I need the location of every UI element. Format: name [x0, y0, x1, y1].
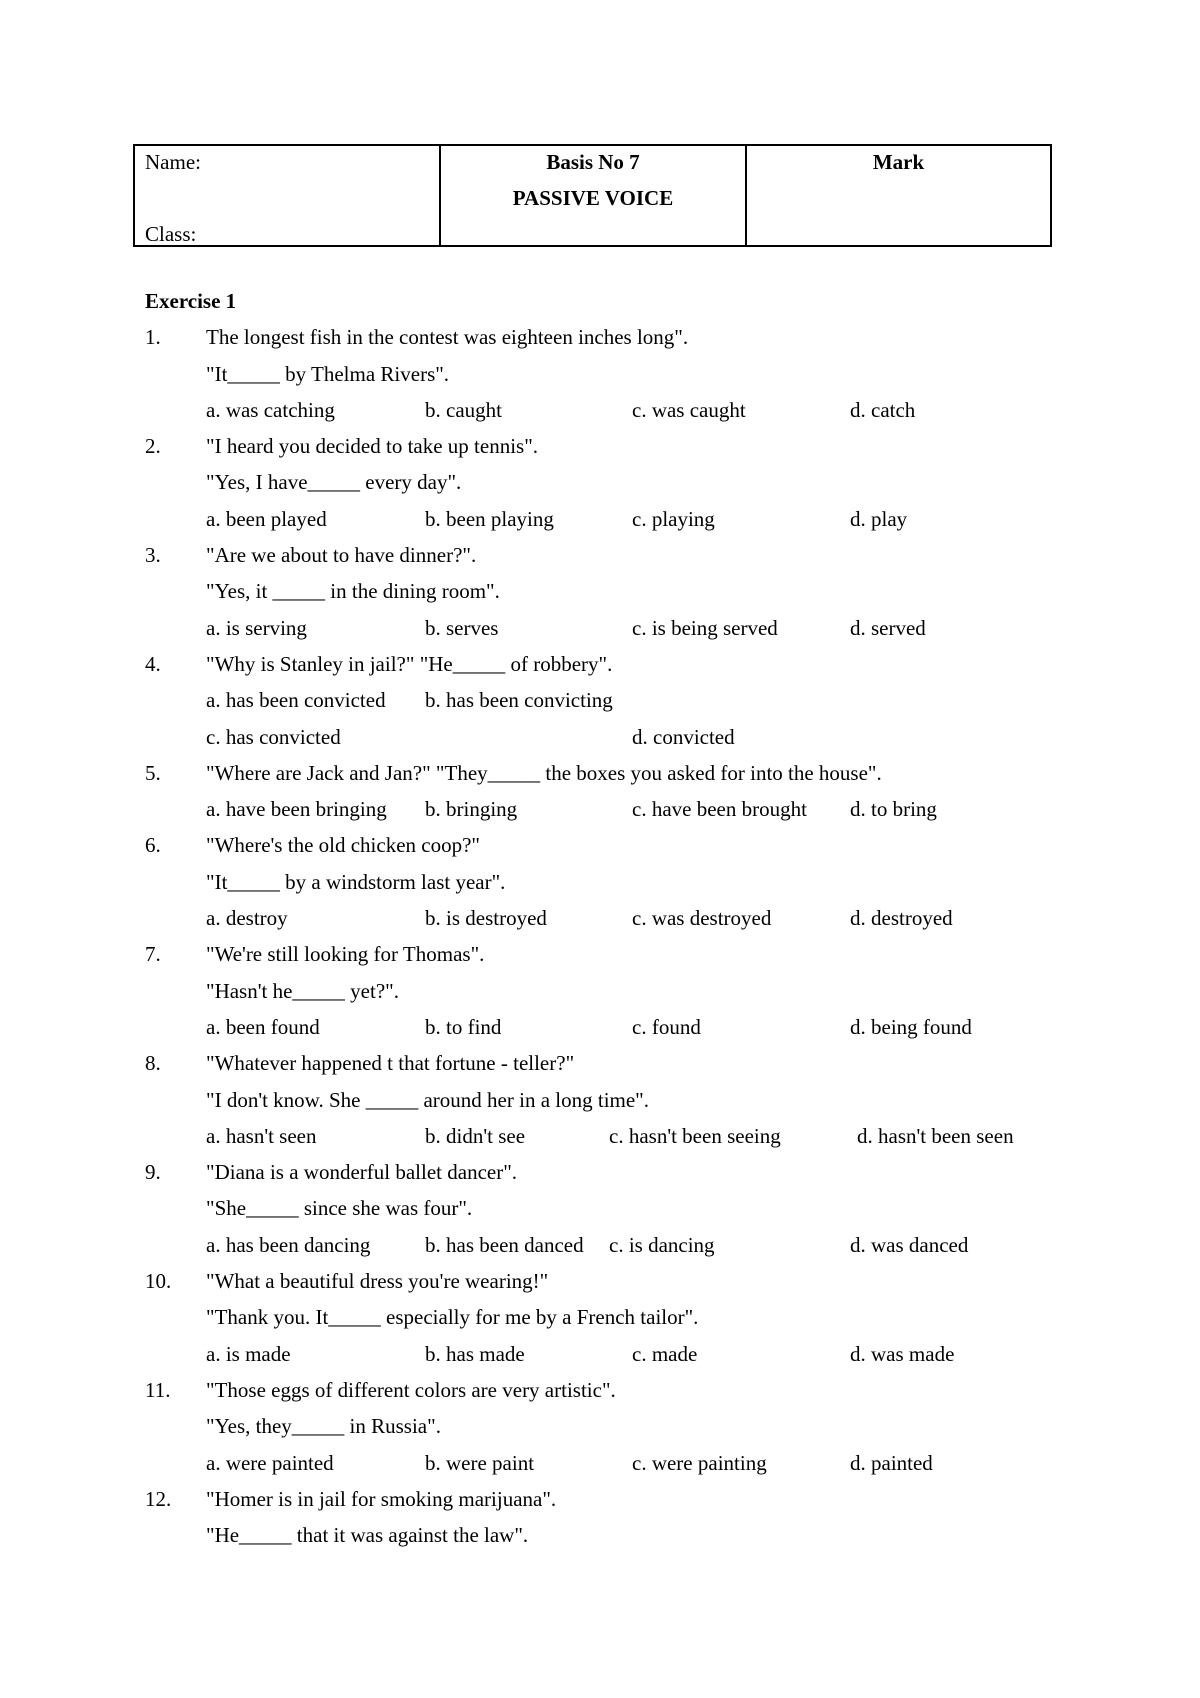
question-number: 12. — [145, 1486, 172, 1511]
question-line — [145, 1408, 1065, 1444]
question-text: The longest fish in the contest was eighteen inches long". — [206, 325, 689, 350]
options-line — [145, 501, 1065, 537]
option-a: a. been found — [206, 1014, 320, 1039]
question-number: 1. — [145, 325, 161, 350]
exercise-title: Exercise 1 — [145, 289, 237, 313]
question-text: "He_____ that it was against the law". — [206, 1523, 529, 1548]
question-number: 4. — [145, 651, 161, 676]
name-class-cell — [134, 145, 440, 246]
question-line — [145, 1082, 1065, 1118]
question-line — [145, 1154, 1065, 1190]
question-line — [145, 1263, 1065, 1299]
question-text: "Where are Jack and Jan?" "They_____ the boxes you asked for into the house". — [206, 760, 882, 785]
option-a: a. was catching — [206, 397, 335, 422]
option-b: b. been playing — [425, 506, 554, 531]
option-d: d. play — [850, 506, 908, 531]
option-d: d. destroyed — [850, 906, 953, 931]
question-text: "I heard you decided to take up tennis". — [206, 434, 539, 459]
question-line — [145, 864, 1065, 900]
option-b: b. were paint — [425, 1450, 535, 1475]
question-line — [145, 573, 1065, 609]
name-label: Name: — [145, 150, 201, 174]
option-a: a. has been dancing — [206, 1232, 371, 1257]
question-text: "She_____ since she was four". — [206, 1196, 473, 1221]
question-text: "What a beautiful dress you're wearing!" — [206, 1269, 549, 1294]
option-c: c. is being served — [632, 615, 778, 640]
option-b: b. has been convicting — [425, 688, 613, 713]
option-b: b. didn't see — [425, 1123, 526, 1148]
option-b: b. to find — [425, 1014, 502, 1039]
option-a: a. were painted — [206, 1450, 334, 1475]
option-d: d. to bring — [850, 797, 937, 822]
options-line — [145, 1445, 1065, 1481]
question-number: 8. — [145, 1051, 161, 1076]
question-text: "It_____ by Thelma Rivers". — [206, 361, 450, 386]
question-line — [145, 1481, 1065, 1517]
question-line — [145, 973, 1065, 1009]
question-line — [145, 1299, 1065, 1335]
option-c: c. hasn't been seeing — [609, 1123, 781, 1148]
options-line — [145, 392, 1065, 428]
question-line — [145, 428, 1065, 464]
question-text: "I don't know. She _____ around her in a long time". — [206, 1087, 649, 1112]
question-text: "Why is Stanley in jail?" "He_____ of robbery". — [206, 651, 613, 676]
option-d: d. was danced — [850, 1232, 969, 1257]
question-line — [145, 827, 1065, 863]
option-d: d. convicted — [632, 724, 735, 749]
question-text: "Homer is in jail for smoking marijuana". — [206, 1486, 557, 1511]
question-line — [145, 1190, 1065, 1226]
mark-title: Mark — [872, 150, 925, 174]
option-d: d. hasn't been seen — [857, 1123, 1014, 1148]
question-line — [145, 319, 1065, 355]
mark-cell — [746, 145, 1051, 246]
options-line — [145, 1009, 1065, 1045]
options-line — [145, 900, 1065, 936]
question-number: 2. — [145, 434, 161, 459]
option-d: d. was made — [850, 1341, 955, 1366]
question-text: "Thank you. It_____ especially for me by a French tailor". — [206, 1305, 699, 1330]
option-a: a. hasn't seen — [206, 1123, 317, 1148]
question-line — [145, 537, 1065, 573]
option-b: b. has made — [425, 1341, 525, 1366]
question-number: 5. — [145, 760, 161, 785]
question-number: 11. — [145, 1377, 171, 1402]
options-line — [145, 610, 1065, 646]
options-line — [145, 1118, 1065, 1154]
option-a: a. have been bringing — [206, 797, 387, 822]
question-text: "Hasn't he_____ yet?". — [206, 978, 399, 1003]
question-text: "Are we about to have dinner?". — [206, 543, 477, 568]
option-b: b. is destroyed — [425, 906, 547, 931]
option-b: b. bringing — [425, 797, 518, 822]
basis-title: Basis No 7 — [546, 150, 640, 174]
question-line — [145, 1372, 1065, 1408]
question-text: "Yes, I have_____ every day". — [206, 470, 462, 495]
option-a: a. destroy — [206, 906, 288, 931]
option-c: c. made — [632, 1341, 698, 1366]
question-line — [145, 646, 1065, 682]
question-text: "It_____ by a windstorm last year". — [206, 869, 506, 894]
question-text: "Where's the old chicken coop?" — [206, 833, 480, 858]
option-b: b. has been danced — [425, 1232, 584, 1257]
basis-subtitle: PASSIVE VOICE — [512, 186, 674, 210]
option-c: c. was destroyed — [632, 906, 772, 931]
option-a: a. has been convicted — [206, 688, 386, 713]
option-c: c. found — [632, 1014, 701, 1039]
question-text: "Those eggs of different colors are very artistic". — [206, 1377, 616, 1402]
option-d: d. catch — [850, 397, 916, 422]
question-line — [145, 1045, 1065, 1081]
question-text: "Diana is a wonderful ballet dancer". — [206, 1160, 518, 1185]
option-a: a. is serving — [206, 615, 307, 640]
option-a: a. is made — [206, 1341, 291, 1366]
question-line — [145, 936, 1065, 972]
question-text: "We're still looking for Thomas". — [206, 942, 485, 967]
question-text: "Yes, they_____ in Russia". — [206, 1414, 441, 1439]
header-table — [133, 144, 1052, 247]
option-c: c. playing — [632, 506, 715, 531]
question-line — [145, 755, 1065, 791]
option-d: d. painted — [850, 1450, 933, 1475]
question-number: 6. — [145, 833, 161, 858]
question-number: 7. — [145, 942, 161, 967]
option-d: d. being found — [850, 1014, 972, 1039]
title-cell — [440, 145, 746, 246]
question-text: "Whatever happened t that fortune - teller?" — [206, 1051, 575, 1076]
option-b: b. caught — [425, 397, 502, 422]
question-number: 10. — [145, 1269, 172, 1294]
options-line — [145, 1336, 1065, 1372]
option-c: c. is dancing — [609, 1232, 715, 1257]
option-c: c. was caught — [632, 397, 746, 422]
options-line — [145, 1227, 1065, 1263]
question-line — [145, 356, 1065, 392]
options-line — [145, 682, 1065, 718]
option-a: a. been played — [206, 506, 327, 531]
question-line — [145, 464, 1065, 500]
exercise-content — [145, 283, 1065, 1553]
question-line — [145, 1517, 1065, 1553]
options-line — [145, 719, 1065, 755]
options-line — [145, 791, 1065, 827]
question-number: 9. — [145, 1160, 161, 1185]
option-c: c. were painting — [632, 1450, 767, 1475]
option-d: d. served — [850, 615, 926, 640]
class-label: Class: — [145, 222, 197, 246]
option-c: c. have been brought — [632, 797, 807, 822]
question-text: "Yes, it _____ in the dining room". — [206, 579, 500, 604]
option-c: c. has convicted — [206, 724, 341, 749]
question-number: 3. — [145, 543, 161, 568]
option-b: b. serves — [425, 615, 499, 640]
